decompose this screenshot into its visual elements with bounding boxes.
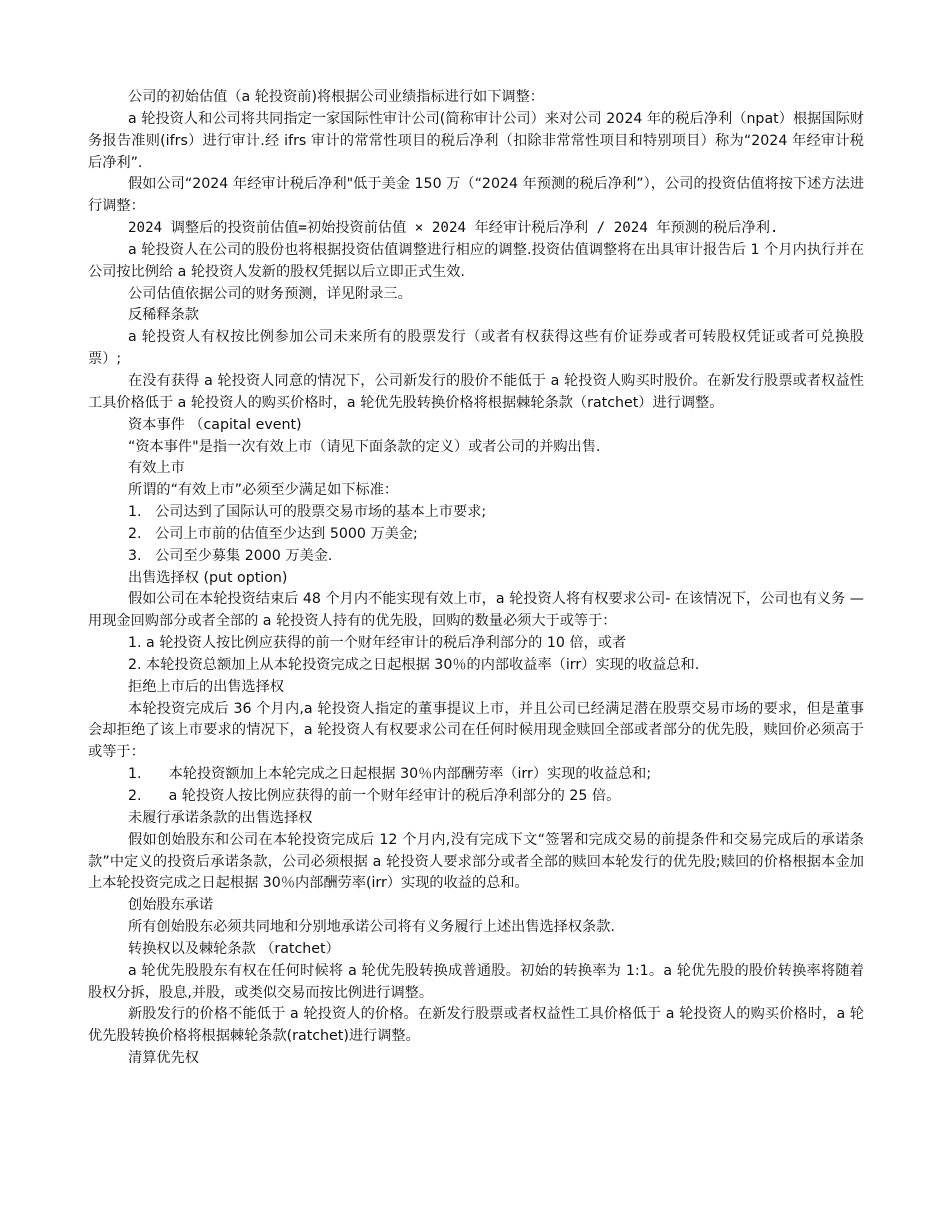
paragraph-share-adjustment: a 轮投资人在公司的股份也将根据投资估值调整进行相应的调整.投资估值调整将在出具审计报告后 1 个月内执行并在公司按比例给 a 轮投资人发新的股权凭据以后立即正式生效. xyxy=(88,241,864,280)
list-item-ipo-3: 3. 公司至少募集 2000 万美金. xyxy=(128,547,333,564)
heading-anti-dilution: 反稀释条款 xyxy=(128,307,199,324)
heading-liquidation-preference: 清算优先权 xyxy=(128,1050,199,1067)
heading-put-unfulfilled: 未履行承诺条款的出售选择权 xyxy=(128,809,313,826)
paragraph-ratchet-price: 在没有获得 a 轮投资人同意的情况下，公司新发行的股价不能低于 a 轮投资人购买时股价。在新发行股票或者权益性工具价格低于 a 轮投资人的购买价格时，a 轮优先股转换价格将根据棘轮条款（ratchet）进行调整。 xyxy=(88,372,864,411)
heading-put-option: 出售选择权 (put option) xyxy=(128,569,288,586)
paragraph-audit: a 轮投资人和公司将共同指定一家国际性审计公司(简称审计公司）来对公司 2024 年的税后净利（npat）根据国际财务报告准则(ifrs）进行审计.经 ifrs 审计的常常性项目的税后净利（扣除非常常性项目和特别项目）称为“2024 年经审计税后净利”. xyxy=(88,110,864,171)
heading-founder-undertaking: 创始股东承诺 xyxy=(128,897,214,914)
paragraph-preemptive-right: a 轮投资人有权按比例参加公司未来所有的股票发行（或者有权获得这些有价证券或者可转股权凭证或者可兑换股票）; xyxy=(88,329,864,368)
list-item-put-2: 2. 本轮投资总额加上从本轮投资完成之日起根据 30％的内部收益率（irr）实现的收益总和. xyxy=(128,656,700,673)
paragraph-capital-event-def: “资本事件"是指一次有效上市（请见下面条款的定义）或者公司的并购出售. xyxy=(128,438,601,455)
paragraph-put-unfulfilled: 假如创始股东和公司在本轮投资完成后 12 个月内,没有完成下文“签署和完成交易的前提条件和交易完成后的承诺条款”中定义的投资后承诺条款，公司必须根据 a 轮投资人要求部分或者全部的赎回本轮发行的优先股;赎回的价格根据本金加上本轮投资完成之日起根据 30％内部酬劳率(irr）实现的收益的总和。 xyxy=(88,831,864,892)
heading-put-after-refusal: 拒绝上市后的出售选择权 xyxy=(128,678,285,695)
heading-conversion-ratchet: 转换权以及棘轮条款 （ratchet） xyxy=(128,940,340,957)
list-item-ipo-2: 2. 公司上市前的估值至少达到 5000 万美金; xyxy=(128,525,418,542)
list-item-refusal-2: 2. a 轮投资人按比例应获得的前一个财年经审计的税后净利部分的 25 倍。 xyxy=(128,788,621,804)
paragraph-conversion-right: a 轮优先股股东有权在任何时候将 a 轮优先股转换成普通股。初始的转换率为 1:1。a 轮优先股的股价转换率将随着股权分拆，股息,并股，或类似交易而按比例进行调整。 xyxy=(88,962,864,1001)
paragraph-adjustment-formula: 2024 调整后的投资前估值=初始投资前估值 × 2024 年经审计税后净利 / 2024 年预测的税后净利. xyxy=(128,220,779,237)
paragraph-valuation-intro: 公司的初始估值（a 轮投资前)将根据公司业绩指标进行如下调整： xyxy=(128,89,544,105)
paragraph-qualified-ipo-intro: 所谓的“有效上市”必须至少满足如下标准： xyxy=(128,482,399,499)
list-item-refusal-1: 1. 本轮投资额加上本轮完成之日起根据 30％内部酬劳率（irr）实现的收益总和; xyxy=(128,766,652,783)
list-item-put-1: 1. a 轮投资人按比例应获得的前一个财年经审计的税后净利部分的 10 倍，或者 xyxy=(128,635,627,652)
heading-qualified-ipo: 有效上市 xyxy=(128,460,185,477)
heading-capital-event: 资本事件 （capital event) xyxy=(128,416,302,433)
paragraph-adjustment-condition: 假如公司“2024 年经审计税后净利"低于美金 150 万（“2024 年预测的税后净利”），公司的投资估值将按下述方法进行调整： xyxy=(88,176,864,215)
paragraph-put-option: 假如公司在本轮投资结束后 48 个月内不能实现有效上市，a 轮投资人将有权要求公司- 在该情况下，公司也有义务 — 用现金回购部分或者全部的 a 轮投资人持有的优先股，回购的数量必须大于或等于： xyxy=(88,591,864,630)
paragraph-valuation-basis: 公司估值依据公司的财务预测，详见附录三。 xyxy=(128,285,412,302)
list-item-ipo-1: 1. 公司达到了国际认可的股票交易市场的基本上市要求; xyxy=(128,504,487,521)
paragraph-put-after-refusal: 本轮投资完成后 36 个月内,a 轮投资人指定的董事提议上市，并且公司已经满足潜在股票交易市场的要求，但是董事会却拒绝了该上市要求的情况下，a 轮投资人有权要求公司在任何时候用现金赎回全部或者部分的优先股，赎回价必须高于或等于： xyxy=(88,700,864,761)
document-body xyxy=(88,87,864,1070)
paragraph-new-issue-price: 新股发行的价格不能低于 a 轮投资人的价格。在新发行股票或者权益性工具价格低于 a 轮投资人的购买价格时，a 轮优先股转换价格将根据棘轮条款(ratchet)进行调整。 xyxy=(88,1006,864,1045)
paragraph-founder-undertaking: 所有创始股东必须共同地和分别地承诺公司将有义务履行上述出售选择权条款. xyxy=(128,919,615,936)
